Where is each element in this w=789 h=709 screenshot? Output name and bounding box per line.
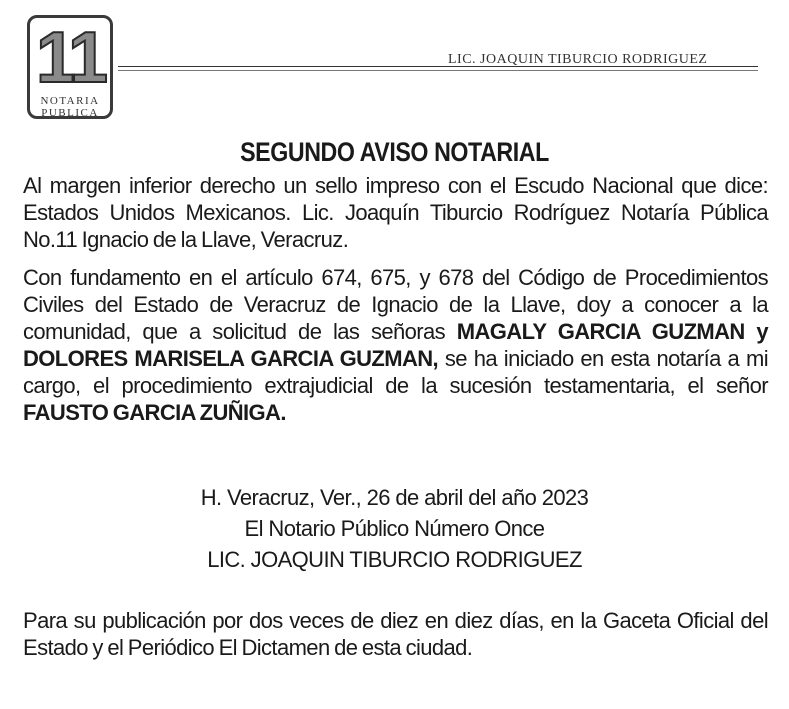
header-notary-name: LIC. JOAQUIN TIBURCIO RODRIGUEZ bbox=[448, 52, 708, 67]
signature-role: El Notario Público Número Once bbox=[244, 516, 545, 541]
signature-place-date: H. Veracruz, Ver., 26 de abril del año 2023 bbox=[200, 485, 589, 510]
notice-title: SEGUNDO AVISO NOTARIAL bbox=[240, 137, 549, 167]
logo-text-publica: PUBLICA bbox=[41, 107, 99, 119]
signature-name: LIC. JOAQUIN TIBURCIO RODRIGUEZ bbox=[207, 547, 582, 572]
header-divider bbox=[118, 66, 758, 67]
paragraph-seal-description: Al margen inferior derecho un sello impreso con el Escudo Nacional que dice: Estados Unidos Mexicanos. Lic. Joaquín Tiburcio Rodríguez Notaría Pública No.11 Ignacio de la Llave, Veracruz. bbox=[23, 173, 768, 252]
applicants-names: MAGALY GARCIA GUZMAN y DOLORES MARISELA GARCIA GUZMAN, bbox=[23, 319, 769, 371]
paragraph-publication: Para su publicación por dos veces de diez en diez días, en la Gaceta Oficial del Estado y el Periódico El Dictamen de esta ciudad. bbox=[23, 608, 768, 660]
logo-text-notaria: NOTARIA bbox=[40, 95, 100, 107]
deceased-name: FAUSTO GARCIA ZUÑIGA. bbox=[23, 400, 286, 425]
paragraph-procedure-text-2: se ha iniciado en esta notaría a mi cargo, el procedimiento extrajudicial de la sucesión testamentaria, el señor bbox=[23, 346, 768, 398]
header-divider-thin bbox=[118, 70, 758, 71]
notary-seal-logo bbox=[27, 15, 113, 119]
paragraph-procedure-text-1: Con fundamento en el artículo 674, 675, y 678 del Código de Procedimientos Civiles del Estado de Veracruz de Ignacio de la Llave, doy a conocer a la comunidad, que a solicitud de las señoras bbox=[23, 265, 768, 344]
paragraph-procedure bbox=[23, 264, 768, 426]
logo-number: 11 bbox=[35, 18, 105, 98]
